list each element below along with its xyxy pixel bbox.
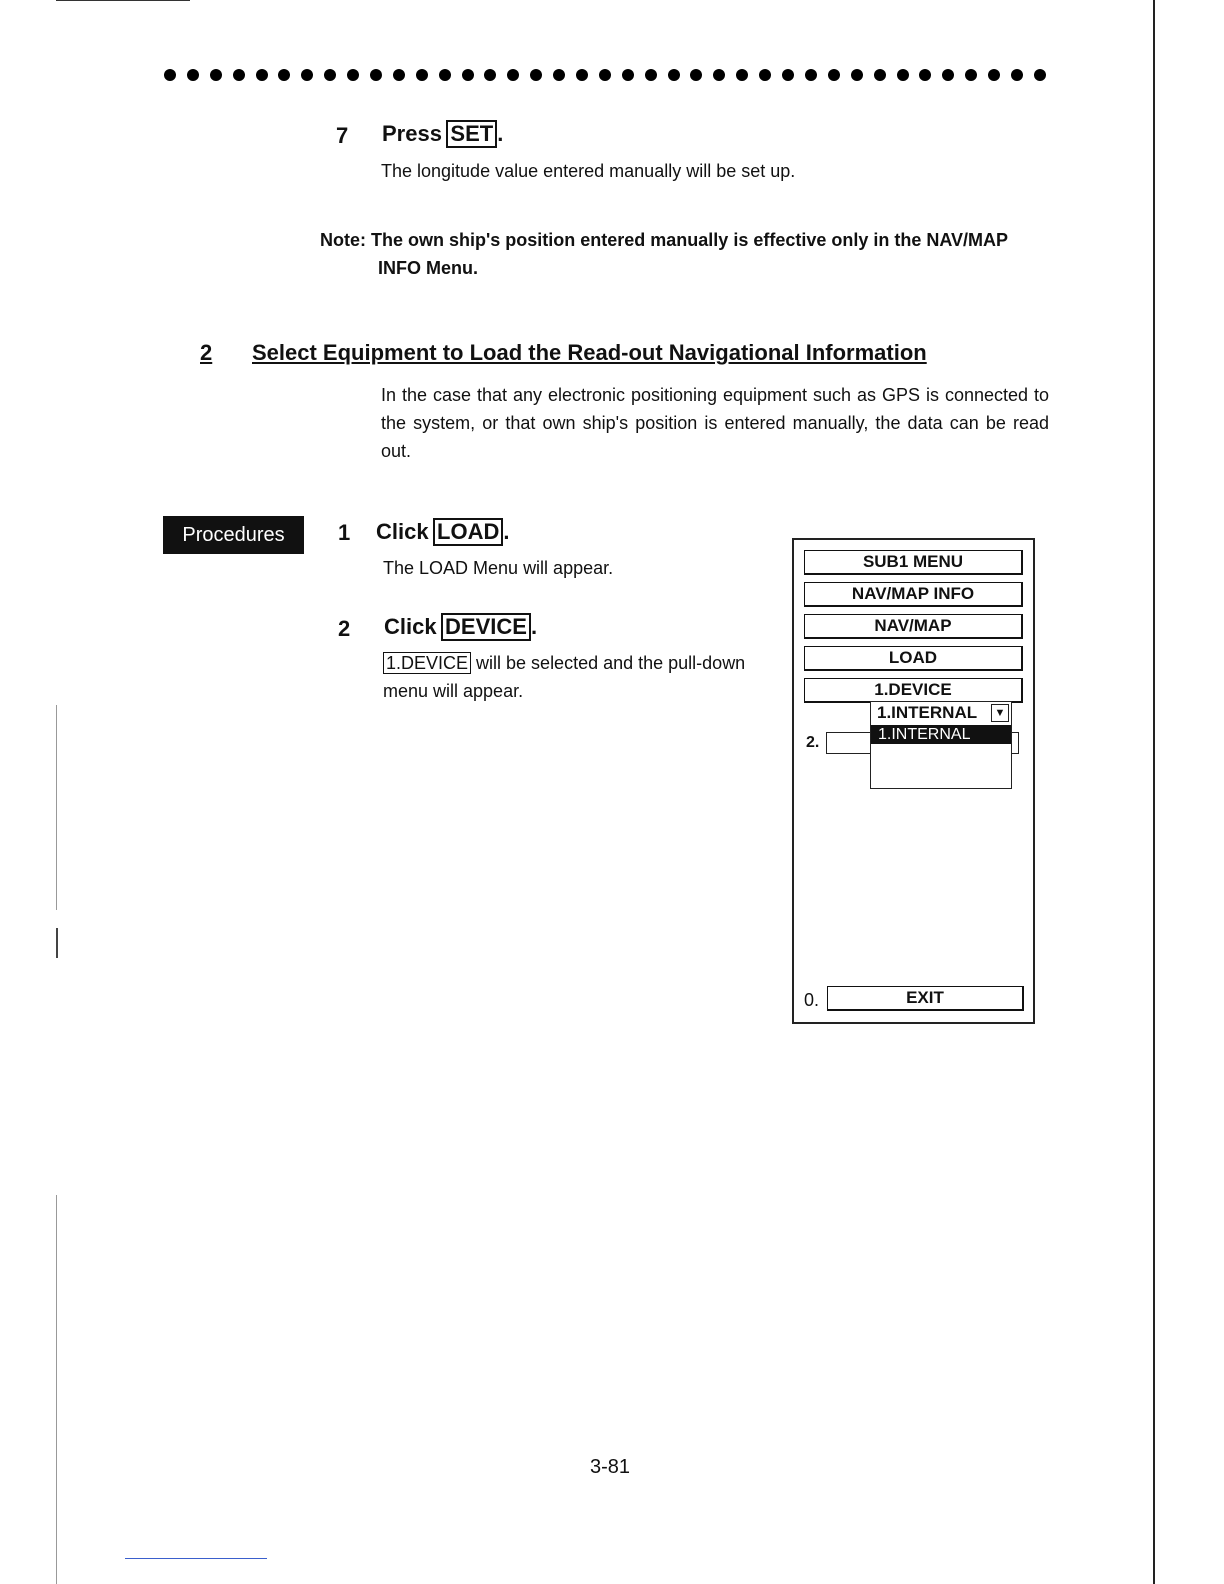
step-7-description: The longitude value entered manually will be set up. [381, 161, 796, 181]
divider-dot [851, 69, 863, 81]
device-inline-key: 1.DEVICE [383, 652, 471, 674]
page-left-edge [56, 705, 57, 910]
nav-map-button[interactable]: NAV/MAP [804, 614, 1023, 639]
step-verb: Click [384, 614, 437, 639]
proc-step-2-number [338, 616, 350, 642]
row-2-label: 2. [806, 734, 820, 751]
divider-dot [874, 69, 886, 81]
load-button[interactable]: LOAD [804, 646, 1023, 671]
sub1-menu-button[interactable]: SUB1 MENU [804, 550, 1023, 575]
section-heading [200, 340, 927, 366]
step-7-title [382, 120, 503, 148]
divider-dot [507, 69, 519, 81]
procedures-badge: Procedures [163, 516, 304, 554]
step-verb: Click [376, 519, 429, 544]
divider-dot [1011, 69, 1023, 81]
divider-dot [1034, 69, 1046, 81]
section-intro: In the case that any electronic positioning equipment such as GPS is connected to the system, or that own ship's position is entered manually, the data can be read out. [381, 385, 1049, 461]
device-dropdown[interactable] [870, 701, 1012, 789]
load-menu-panel [792, 538, 1035, 1024]
nav-map-info-button[interactable]: NAV/MAP INFO [804, 582, 1023, 607]
divider-dot [256, 69, 268, 81]
divider-dot [897, 69, 909, 81]
divider-dot [278, 69, 290, 81]
divider-dot [645, 69, 657, 81]
divider-dot [530, 69, 542, 81]
row-2-button[interactable] [826, 732, 871, 754]
divider-dot [805, 69, 817, 81]
divider-dot [736, 69, 748, 81]
divider-dot [210, 69, 222, 81]
proc-step-2-description [383, 649, 745, 705]
chevron-down-icon[interactable]: ▼ [991, 704, 1009, 722]
divider-dot [690, 69, 702, 81]
divider-dot [553, 69, 565, 81]
step-verb: Press [382, 121, 442, 146]
divider-dot [622, 69, 634, 81]
divider-dot [576, 69, 588, 81]
divider-dot [713, 69, 725, 81]
divider-dot [988, 69, 1000, 81]
divider-dot [759, 69, 771, 81]
dropdown-current-value[interactable] [871, 702, 1011, 723]
divider-dot [965, 69, 977, 81]
proc-step-2-title [384, 613, 537, 641]
divider-dot [301, 69, 313, 81]
description-line-2: menu will appear. [383, 681, 524, 701]
page-left-edge [56, 1195, 57, 1584]
divider-dot [416, 69, 428, 81]
divider-dot [668, 69, 680, 81]
divider-dot [942, 69, 954, 81]
divider-dot [370, 69, 382, 81]
exit-button[interactable]: EXIT [827, 986, 1024, 1011]
page-number: 3-81 [590, 1456, 631, 1478]
divider-dot [164, 69, 176, 81]
top-rule [56, 0, 190, 1]
note-line-1: Note: The own ship's position entered manually is effective only in the NAV/MAP [320, 230, 1009, 250]
dropdown-option-internal[interactable] [871, 725, 1011, 744]
dot-divider [164, 66, 1046, 84]
device-button[interactable]: 1.DEVICE [804, 678, 1023, 703]
set-key: SET [446, 120, 497, 148]
page-left-edge [56, 928, 58, 958]
device-key: DEVICE [441, 613, 531, 641]
description-line-1: will be selected and the pull-down [471, 653, 746, 673]
divider-dot [347, 69, 359, 81]
step-number: 1 [338, 520, 351, 545]
step-number: 2 [338, 616, 351, 641]
proc-step-1-description: The LOAD Menu will appear. [383, 558, 614, 578]
proc-step-1-number [338, 520, 350, 546]
divider-dot [462, 69, 474, 81]
section-title: Select Equipment to Load the Read-out Navigational Information [252, 340, 927, 365]
divider-dot [919, 69, 931, 81]
note [320, 226, 1060, 282]
divider-dot [484, 69, 496, 81]
dropdown-current-text: 1.INTERNAL [877, 703, 978, 722]
exit-row-label: 0. [804, 990, 820, 1010]
note-line-2: INFO Menu. [378, 258, 478, 278]
divider-dot [187, 69, 199, 81]
bottom-rule [125, 1558, 267, 1559]
divider-dot [599, 69, 611, 81]
divider-dot [439, 69, 451, 81]
step-suffix: . [497, 121, 504, 146]
step-suffix: . [503, 519, 510, 544]
page-right-edge [1153, 0, 1155, 1584]
divider-dot [324, 69, 336, 81]
divider-dot [233, 69, 245, 81]
load-key: LOAD [433, 518, 503, 546]
section-number: 2 [200, 340, 213, 365]
step-suffix: . [530, 614, 538, 639]
divider-dot [828, 69, 840, 81]
divider-dot [393, 69, 405, 81]
step-number: 7 [336, 123, 349, 148]
divider-dot [782, 69, 794, 81]
step-7-heading [336, 123, 348, 149]
dropdown-option-text: 1.INTERNAL [878, 726, 971, 743]
proc-step-1-title [376, 518, 510, 546]
